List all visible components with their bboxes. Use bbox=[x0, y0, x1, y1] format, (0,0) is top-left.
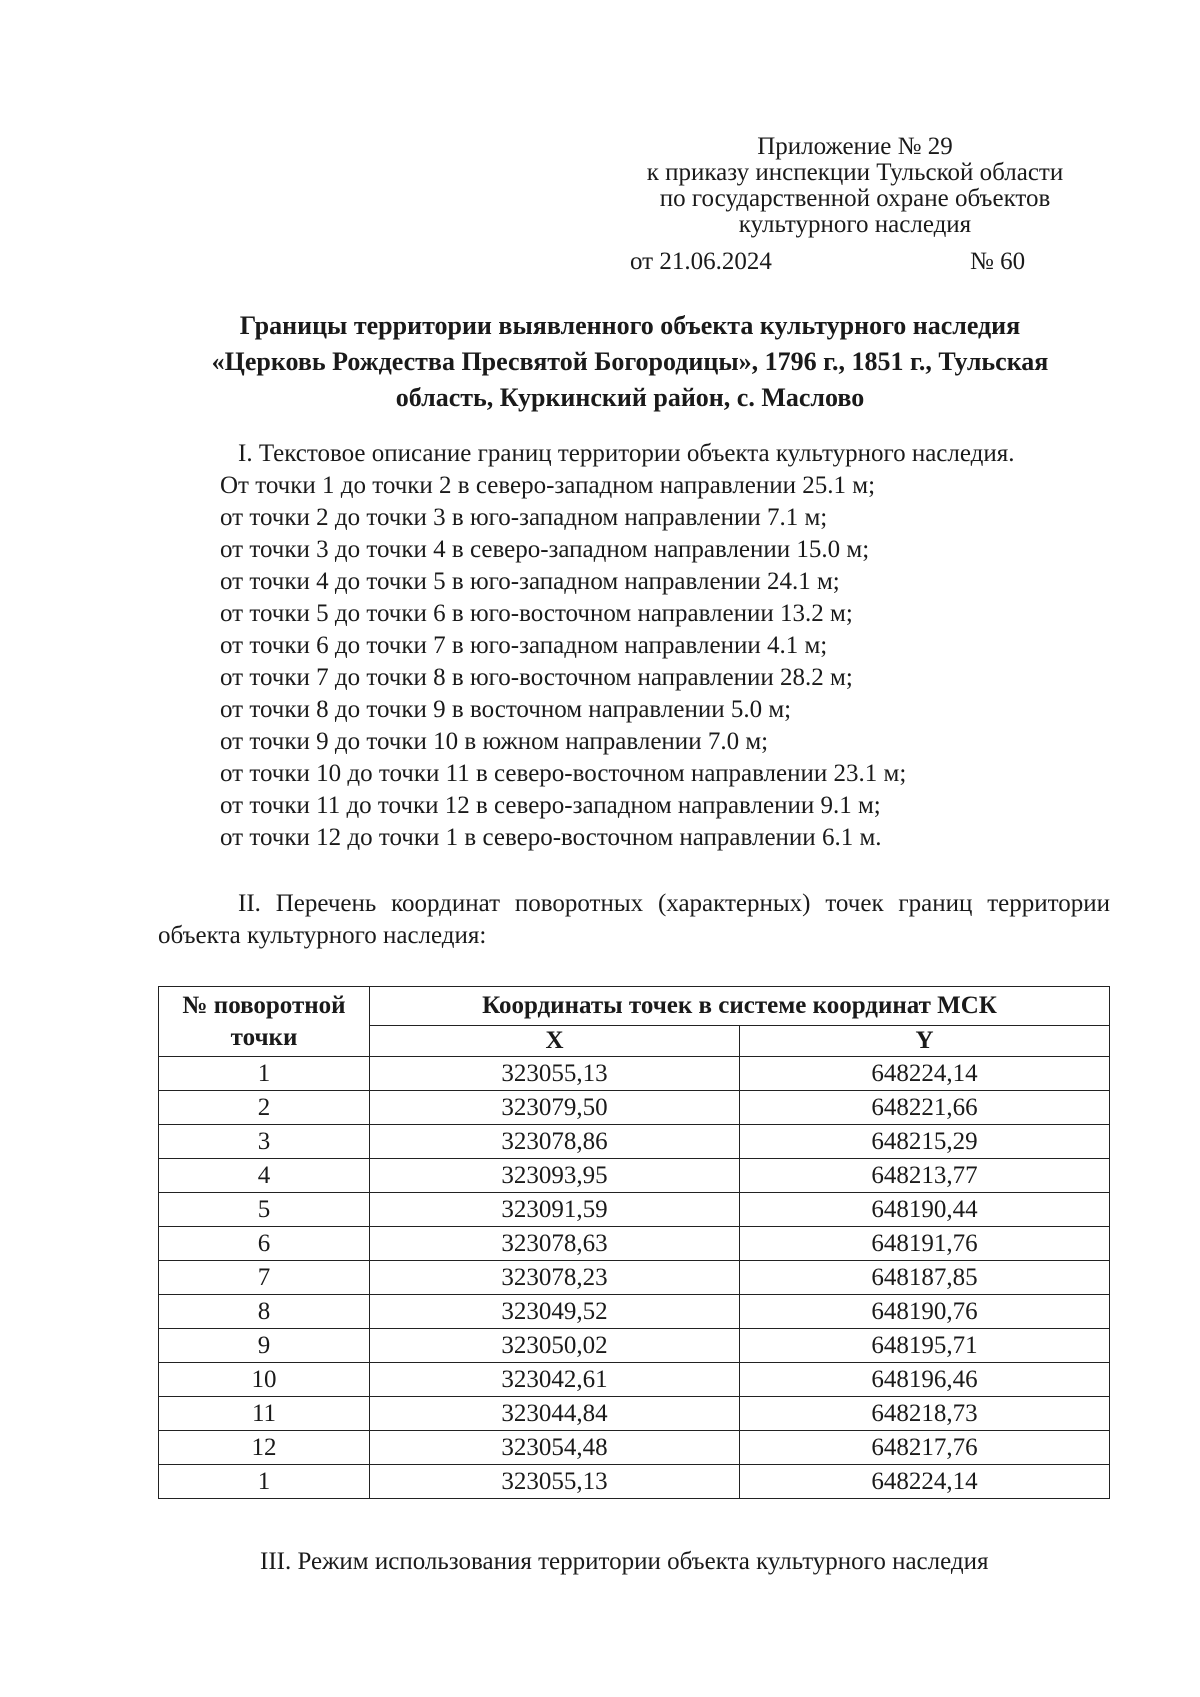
cell-x: 323055,13 bbox=[370, 1057, 740, 1091]
cell-x: 323093,95 bbox=[370, 1159, 740, 1193]
cell-y: 648217,76 bbox=[740, 1431, 1110, 1465]
boundary-line: от точки 6 до точки 7 в юго-западном направлении 4.1 м; bbox=[220, 632, 828, 659]
boundary-line: от точки 8 до точки 9 в восточном направлении 5.0 м; bbox=[220, 696, 792, 723]
boundary-line: от точки 9 до точки 10 в южном направлении 7.0 м; bbox=[220, 728, 769, 755]
cell-y: 648218,73 bbox=[740, 1397, 1110, 1431]
cell-x: 323079,50 bbox=[370, 1091, 740, 1125]
cell-x: 323055,13 bbox=[370, 1465, 740, 1499]
table-row bbox=[159, 1363, 1110, 1397]
cell-x: 323044,84 bbox=[370, 1397, 740, 1431]
cell-point-number: 2 bbox=[159, 1091, 370, 1125]
table-row bbox=[159, 1295, 1110, 1329]
cell-x: 323049,52 bbox=[370, 1295, 740, 1329]
header-coordinates: Координаты точек в системе координат МСК bbox=[370, 987, 1110, 1026]
cell-point-number: 10 bbox=[159, 1363, 370, 1397]
table-row bbox=[159, 1329, 1110, 1363]
boundary-line: От точки 1 до точки 2 в северо-западном направлении 25.1 м; bbox=[220, 472, 876, 499]
cell-point-number: 1 bbox=[159, 1465, 370, 1499]
boundary-line: от точки 5 до точки 6 в юго-восточном направлении 13.2 м; bbox=[220, 600, 853, 627]
cell-point-number: 6 bbox=[159, 1227, 370, 1261]
cell-point-number: 4 bbox=[159, 1159, 370, 1193]
cell-y: 648224,14 bbox=[740, 1057, 1110, 1091]
cell-point-number: 12 bbox=[159, 1431, 370, 1465]
table-row bbox=[159, 1397, 1110, 1431]
cell-x: 323042,61 bbox=[370, 1363, 740, 1397]
boundary-line: от точки 12 до точки 1 в северо-восточном направлении 6.1 м. bbox=[220, 824, 882, 851]
cell-point-number: 3 bbox=[159, 1125, 370, 1159]
boundary-line: от точки 3 до точки 4 в северо-западном направлении 15.0 м; bbox=[220, 536, 870, 563]
cell-point-number: 7 bbox=[159, 1261, 370, 1295]
document-title bbox=[150, 308, 1110, 416]
cell-point-number: 1 bbox=[159, 1057, 370, 1091]
table-row bbox=[159, 1261, 1110, 1295]
boundary-line: от точки 11 до точки 12 в северо-западном направлении 9.1 м; bbox=[220, 792, 881, 819]
table-row bbox=[159, 1465, 1110, 1499]
cell-y: 648191,76 bbox=[740, 1227, 1110, 1261]
cell-x: 323078,86 bbox=[370, 1125, 740, 1159]
appendix-block bbox=[600, 134, 1110, 238]
appendix-line: Приложение № 29 bbox=[757, 133, 953, 160]
title-line: Границы территории выявленного объекта культурного наследия bbox=[239, 311, 1021, 340]
boundary-line: от точки 2 до точки 3 в юго-западном направлении 7.1 м; bbox=[220, 504, 828, 531]
appendix-line: по государственной охране объектов bbox=[659, 185, 1051, 212]
cell-y: 648190,44 bbox=[740, 1193, 1110, 1227]
cell-y: 648196,46 bbox=[740, 1363, 1110, 1397]
appendix-line: к приказу инспекции Тульской области bbox=[646, 159, 1064, 186]
section2-paragraph: II. Перечень координат поворотных (характерных) точек границ территории объекта культурного наследия: bbox=[158, 890, 1110, 949]
header-x: X bbox=[370, 1026, 740, 1057]
appendix-line: культурного наследия bbox=[738, 211, 972, 238]
table-row bbox=[159, 1057, 1110, 1091]
table-row bbox=[159, 1125, 1110, 1159]
table-row bbox=[159, 1193, 1110, 1227]
boundary-description bbox=[220, 438, 1015, 854]
table-row bbox=[159, 1227, 1110, 1261]
section3-heading: III. Режим использования территории объекта культурного наследия bbox=[260, 1548, 989, 1575]
order-date: от 21.06.2024 bbox=[630, 248, 772, 275]
cell-point-number: 9 bbox=[159, 1329, 370, 1363]
coordinates-table bbox=[158, 986, 1110, 1499]
cell-y: 648221,66 bbox=[740, 1091, 1110, 1125]
cell-point-number: 8 bbox=[159, 1295, 370, 1329]
cell-x: 323078,63 bbox=[370, 1227, 740, 1261]
boundary-line: от точки 7 до точки 8 в юго-восточном направлении 28.2 м; bbox=[220, 664, 853, 691]
cell-x: 323091,59 bbox=[370, 1193, 740, 1227]
cell-y: 648187,85 bbox=[740, 1261, 1110, 1295]
boundary-line: от точки 10 до точки 11 в северо-восточном направлении 23.1 м; bbox=[220, 760, 907, 787]
coordinates-body bbox=[159, 1057, 1110, 1499]
table-row bbox=[159, 1091, 1110, 1125]
title-line: область, Куркинский район, с. Маслово bbox=[395, 383, 865, 412]
cell-y: 648213,77 bbox=[740, 1159, 1110, 1193]
cell-point-number: 11 bbox=[159, 1397, 370, 1431]
cell-y: 648215,29 bbox=[740, 1125, 1110, 1159]
cell-y: 648190,76 bbox=[740, 1295, 1110, 1329]
cell-x: 323054,48 bbox=[370, 1431, 740, 1465]
section1-heading: I. Текстовое описание границ территории объекта культурного наследия. bbox=[238, 440, 1015, 467]
cell-y: 648195,71 bbox=[740, 1329, 1110, 1363]
title-line: «Церковь Рождества Пресвятой Богородицы», 1796 г., 1851 г., Тульская bbox=[211, 347, 1049, 376]
boundary-line: от точки 4 до точки 5 в юго-западном направлении 24.1 м; bbox=[220, 568, 840, 595]
cell-x: 323050,02 bbox=[370, 1329, 740, 1363]
header-point-number: № поворотной точки bbox=[159, 987, 370, 1057]
cell-x: 323078,23 bbox=[370, 1261, 740, 1295]
order-number: № 60 bbox=[970, 248, 1026, 275]
table-row bbox=[159, 1431, 1110, 1465]
header-y: Y bbox=[740, 1026, 1110, 1057]
cell-y: 648224,14 bbox=[740, 1465, 1110, 1499]
cell-point-number: 5 bbox=[159, 1193, 370, 1227]
table-row bbox=[159, 1159, 1110, 1193]
